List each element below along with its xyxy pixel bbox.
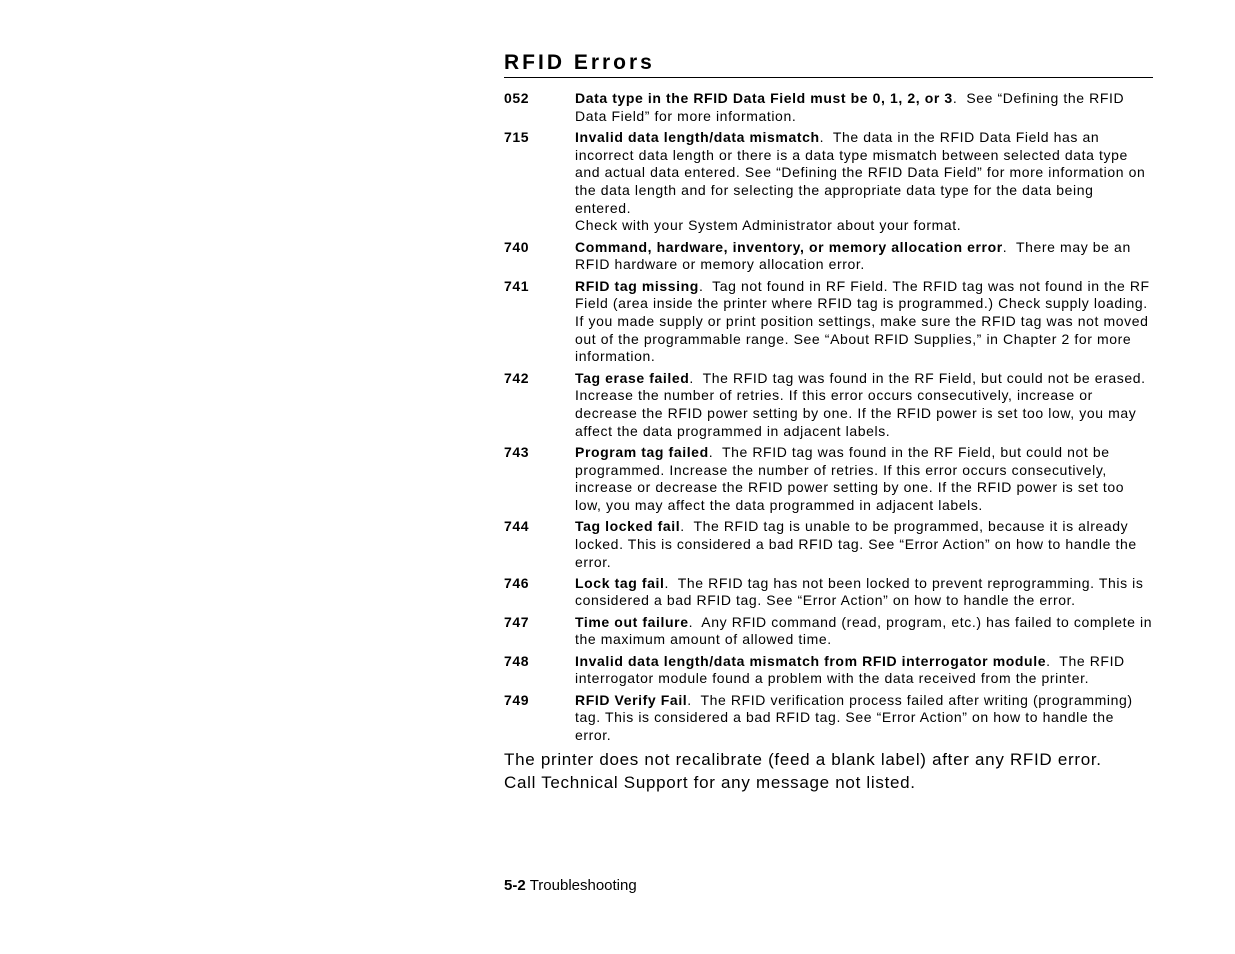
error-extra-note: Check with your System Administrator about your format. xyxy=(575,217,962,234)
error-description: See “Defining the RFID Data Field” for more information. xyxy=(575,90,1125,124)
error-code: 715 xyxy=(504,128,530,145)
error-code: 740 xyxy=(504,238,530,255)
error-name: Lock tag fail xyxy=(575,574,665,591)
error-code: 746 xyxy=(504,574,530,591)
error-code: 052 xyxy=(504,90,530,106)
page-content xyxy=(504,50,1153,794)
error-entry-747 xyxy=(504,614,1153,649)
section-title: RFID Errors xyxy=(504,50,1153,78)
error-code: 742 xyxy=(504,369,530,386)
error-name: Command, hardware, inventory, or memory allocation error xyxy=(575,238,1003,255)
error-name: Tag locked fail xyxy=(575,518,681,535)
error-list xyxy=(504,90,1153,745)
error-body: Program tag failed. The RFID tag was found in the RF Field, but could not be programmed. Increase the number of retries. If this error occurs consecutively, increase or decrease the RFID power setting by one. If the RFID power is set too low, you may affect the data programmed in adjacent labels. xyxy=(575,443,1125,513)
error-entry-744 xyxy=(504,518,1153,571)
error-body: Data type in the RFID Data Field must be 0, 1, 2, or 3. See “Defining the RFID Data Field” for more information. xyxy=(575,90,1125,124)
error-description: Tag not found in RF Field. The RFID tag was not found in the RF Field (area inside the printer where RFID tag is programmed.) Check supply loading. If you made supply or print position settings, make sure the RFID tag was not moved out of the programmable range. See “About RFID Supplies,” in Chapter 2 for more information. xyxy=(575,277,1150,365)
error-description: The RFID interrogator module found a problem with the data received from the printer. xyxy=(575,652,1125,687)
error-description: The RFID tag was found in the RF Field, but could not be programmed. Increase the number of retries. If this error occurs consecutively, increase or decrease the RFID power setting by one. If the RFID power is set too low, you may affect the data programmed in adjacent labels. xyxy=(575,443,1125,513)
error-name: RFID tag missing xyxy=(575,277,699,294)
error-body: Tag locked fail. The RFID tag is unable to be programmed, because it is already locked. This is considered a bad RFID tag. See “Error Action” on how to handle the error. xyxy=(575,518,1137,570)
error-body: RFID Verify Fail. The RFID verification process failed after writing (programming) tag. This is considered a bad RFID tag. See “Error Action” on how to handle the error. xyxy=(575,691,1133,743)
error-name: Invalid data length/data mismatch from RFID interrogator module xyxy=(575,652,1047,669)
error-code: 741 xyxy=(504,277,530,294)
page-number: 5-2 xyxy=(504,877,526,894)
error-code: 749 xyxy=(504,691,530,708)
error-name: Data type in the RFID Data Field must be 0, 1, 2, or 3 xyxy=(575,90,953,106)
error-code: 743 xyxy=(504,443,530,460)
error-name: Invalid data length/data mismatch xyxy=(575,128,820,145)
error-entry-715 xyxy=(504,129,1153,235)
error-entry-740 xyxy=(504,239,1153,274)
error-entry-746 xyxy=(504,575,1153,610)
error-body: Invalid data length/data mismatch from RFID interrogator module. The RFID interrogator module found a problem with the data received from the printer. xyxy=(575,652,1125,687)
error-description: The RFID verification process failed after writing (programming) tag. This is considered a bad RFID tag. See “Error Action” on how to handle the error. xyxy=(575,691,1133,743)
error-entry-743 xyxy=(504,444,1153,515)
error-description: The data in the RFID Data Field has an incorrect data length or there is a data type mismatch between selected data type and actual data entered. See “Defining the RFID Data Field” for more information on the data length and for selecting the appropriate data type for the data being entered. xyxy=(575,128,1146,216)
error-code: 747 xyxy=(504,613,530,630)
error-body: Command, hardware, inventory, or memory allocation error. There may be an RFID hardware or memory allocation error. xyxy=(575,238,1131,273)
error-description: There may be an RFID hardware or memory allocation error. xyxy=(575,238,1131,273)
error-entry-742 xyxy=(504,370,1153,441)
error-body: Tag erase failed. The RFID tag was found in the RF Field, but could not be erased. Increase the number of retries. If this error occurs consecutively, increase or decrease the RFID power setting by one. If the RFID power is set too low, you may affect the data programmed in adjacent labels. xyxy=(575,369,1146,439)
error-entry-741 xyxy=(504,278,1153,367)
note-technical-support: Call Technical Support for any message not listed. xyxy=(504,773,916,793)
error-body: Time out failure. Any RFID command (read, program, etc.) has failed to complete in the maximum amount of allowed time. xyxy=(575,613,1153,648)
error-entry-749 xyxy=(504,692,1153,745)
error-body: RFID tag missing. Tag not found in RF Field. The RFID tag was not found in the RF Field (area inside the printer where RFID tag is programmed.) Check supply loading. If you made supply or print position settings, make sure the RFID tag was not moved out of the programmable range. See “About RFID Supplies,” in Chapter 2 for more information. xyxy=(575,277,1150,365)
error-description: The RFID tag has not been locked to prevent reprogramming. This is considered a bad RFID tag. See “Error Action” on how to handle the error. xyxy=(575,574,1144,609)
error-description: Any RFID command (read, program, etc.) has failed to complete in the maximum amount of allowed time. xyxy=(575,613,1153,648)
page-footer xyxy=(504,877,637,895)
chapter-name: Troubleshooting xyxy=(529,877,637,894)
notes xyxy=(504,748,1153,794)
error-code: 744 xyxy=(504,518,530,535)
error-name: Program tag failed xyxy=(575,443,709,460)
error-body: Lock tag fail. The RFID tag has not been locked to prevent reprogramming. This is considered a bad RFID tag. See “Error Action” on how to handle the error. xyxy=(575,574,1144,609)
error-description: The RFID tag was found in the RF Field, but could not be erased. Increase the number of retries. If this error occurs consecutively, increase or decrease the RFID power setting by one. If the RFID power is set too low, you may affect the data programmed in adjacent labels. xyxy=(575,369,1146,439)
note-recalibrate: The printer does not recalibrate (feed a blank label) after any RFID error. xyxy=(504,750,1102,770)
error-code: 748 xyxy=(504,652,530,669)
error-name: Time out failure xyxy=(575,613,689,630)
error-name: RFID Verify Fail xyxy=(575,691,688,708)
error-entry-748 xyxy=(504,653,1153,688)
error-entry-052 xyxy=(504,90,1153,125)
error-body: Invalid data length/data mismatch. The data in the RFID Data Field has an incorrect data length or there is a data type mismatch between selected data type and actual data entered. See “Defining the RFID Data Field” for more information on the data length and for selecting the appropriate data type for the data being entered. Check with your System Administrator about your format. xyxy=(575,129,1153,235)
error-description: The RFID tag is unable to be programmed, because it is already locked. This is considered a bad RFID tag. See “Error Action” on how to handle the error. xyxy=(575,518,1137,570)
error-name: Tag erase failed xyxy=(575,369,690,386)
